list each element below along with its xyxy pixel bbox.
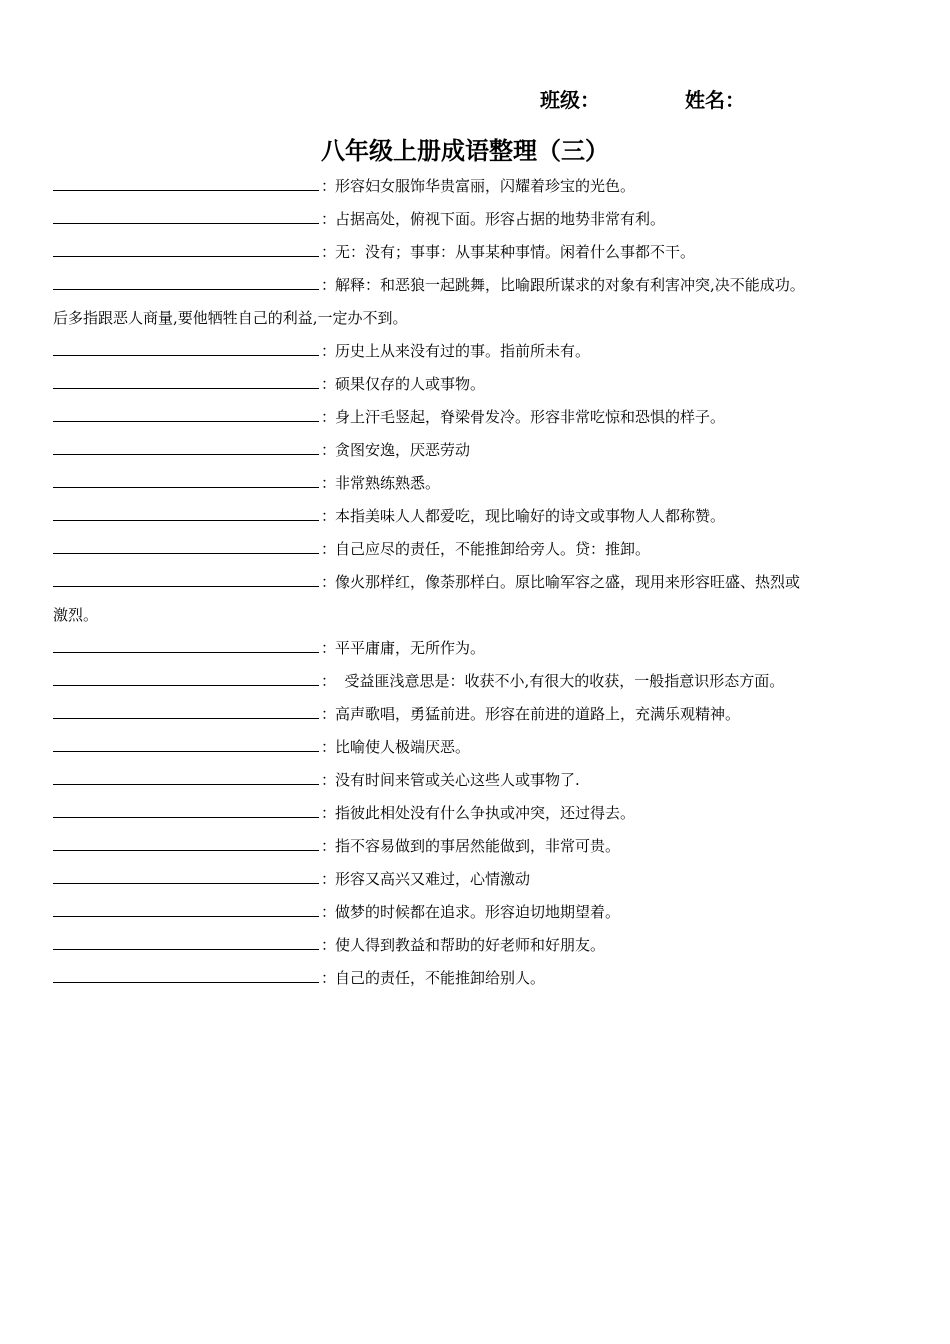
idiom-definition: 非常熟练熟悉。 xyxy=(335,474,441,492)
idiom-entry xyxy=(53,368,903,401)
idiom-definition: 占据高处，俯视下面。形容占据的地势非常有利。 xyxy=(335,210,666,228)
idiom-entry xyxy=(53,896,903,929)
entry-colon: ： xyxy=(321,177,337,195)
idiom-entry xyxy=(53,797,903,830)
idiom-definition: 自己应尽的责任，不能推卸给旁人。贷：推卸。 xyxy=(335,540,651,558)
page-title: 八年级上册成语整理（三） xyxy=(321,137,609,165)
entry-colon: ： xyxy=(321,870,337,888)
idiom-definition: 受益匪浅意思是：收获不小,有很大的收获，一般指意识形态方面。 xyxy=(335,672,785,690)
idiom-definition: 比喻使人极端厌恶。 xyxy=(335,738,471,756)
entry-colon: ： xyxy=(321,210,337,228)
answer-blank-line[interactable] xyxy=(53,981,319,983)
idiom-entry xyxy=(53,566,903,599)
entry-colon: ： xyxy=(321,243,337,261)
idiom-definition: 本指美味人人都爱吃，现比喻好的诗文或事物人人都称赞。 xyxy=(335,507,726,525)
idiom-entry xyxy=(53,170,903,203)
entry-colon: ： xyxy=(321,705,337,723)
idiom-entry xyxy=(53,236,903,269)
idiom-definition: 形容妇女服饰华贵富丽，闪耀着珍宝的光色。 xyxy=(335,177,636,195)
entry-colon: ： xyxy=(321,474,337,492)
idiom-entry xyxy=(53,698,903,731)
idiom-definition-continuation: 激烈。 xyxy=(53,606,99,624)
answer-blank-line[interactable] xyxy=(53,387,319,389)
idiom-definition: 做梦的时候都在追求。形容迫切地期望着。 xyxy=(335,903,621,921)
idiom-definition: 像火那样红，像荼那样白。原比喻军容之盛，现用来形容旺盛、热烈或 xyxy=(335,573,801,591)
answer-blank-line[interactable] xyxy=(53,684,319,686)
entry-colon: ： xyxy=(321,342,337,360)
entry-colon: ： xyxy=(321,540,337,558)
idiom-entry xyxy=(53,500,903,533)
answer-blank-line[interactable] xyxy=(53,651,319,653)
name-label: 姓名： xyxy=(685,88,745,112)
entry-colon: ： xyxy=(321,507,337,525)
entry-colon: ： xyxy=(321,573,337,591)
idiom-definition: 指不容易做到的事居然能做到，非常可贵。 xyxy=(335,837,621,855)
entry-colon: ： xyxy=(321,408,337,426)
idiom-entry xyxy=(53,533,903,566)
idiom-definition: 身上汗毛竖起，脊梁骨发冷。形容非常吃惊和恐惧的样子。 xyxy=(335,408,726,426)
idiom-entry xyxy=(53,764,903,797)
idiom-list xyxy=(53,170,903,995)
idiom-definition: 贪图安逸，厌恶劳动 xyxy=(335,441,471,459)
idiom-entry xyxy=(53,929,903,962)
entry-colon: ： xyxy=(321,837,337,855)
idiom-entry xyxy=(53,863,903,896)
class-label: 班级： xyxy=(540,88,600,112)
idiom-definition: 自己的责任，不能推卸给别人。 xyxy=(335,969,546,987)
student-info-header xyxy=(540,84,745,113)
answer-blank-line[interactable] xyxy=(53,585,319,587)
answer-blank-line[interactable] xyxy=(53,750,319,752)
entry-colon: ： xyxy=(321,804,337,822)
entry-colon: ： xyxy=(321,738,337,756)
idiom-entry xyxy=(53,665,903,698)
answer-blank-line[interactable] xyxy=(53,849,319,851)
entry-colon: ： xyxy=(321,672,337,690)
answer-blank-line[interactable] xyxy=(53,189,319,191)
idiom-definition: 形容又高兴又难过，心情激动 xyxy=(335,870,531,888)
idiom-definition: 指彼此相处没有什么争执或冲突，还过得去。 xyxy=(335,804,636,822)
idiom-entry xyxy=(53,401,903,434)
idiom-entry xyxy=(53,335,903,368)
entry-colon: ： xyxy=(321,936,337,954)
idiom-entry xyxy=(53,203,903,236)
idiom-entry xyxy=(53,731,903,764)
idiom-definition: 无：没有；事事：从事某种事情。闲着什么事都不干。 xyxy=(335,243,696,261)
entry-colon: ： xyxy=(321,375,337,393)
idiom-definition: 平平庸庸，无所作为。 xyxy=(335,639,486,657)
entry-colon: ： xyxy=(321,969,337,987)
answer-blank-line[interactable] xyxy=(53,354,319,356)
answer-blank-line[interactable] xyxy=(53,222,319,224)
idiom-entry xyxy=(53,632,903,665)
answer-blank-line[interactable] xyxy=(53,486,319,488)
answer-blank-line[interactable] xyxy=(53,453,319,455)
answer-blank-line[interactable] xyxy=(53,948,319,950)
entry-colon: ： xyxy=(321,639,337,657)
idiom-definition-continuation: 后多指跟恶人商量,要他牺牲自己的利益,一定办不到。 xyxy=(53,309,408,327)
idiom-entry xyxy=(53,467,903,500)
idiom-entry xyxy=(53,434,903,467)
answer-blank-line[interactable] xyxy=(53,519,319,521)
idiom-entry xyxy=(53,269,903,302)
idiom-definition: 高声歌唱，勇猛前进。形容在前进的道路上，充满乐观精神。 xyxy=(335,705,741,723)
entry-colon: ： xyxy=(321,276,337,294)
answer-blank-line[interactable] xyxy=(53,915,319,917)
answer-blank-line[interactable] xyxy=(53,255,319,257)
idiom-definition: 历史上从来没有过的事。指前所未有。 xyxy=(335,342,591,360)
idiom-entry xyxy=(53,962,903,995)
answer-blank-line[interactable] xyxy=(53,420,319,422)
answer-blank-line[interactable] xyxy=(53,717,319,719)
answer-blank-line[interactable] xyxy=(53,816,319,818)
idiom-entry xyxy=(53,830,903,863)
answer-blank-line[interactable] xyxy=(53,552,319,554)
answer-blank-line[interactable] xyxy=(53,783,319,785)
answer-blank-line[interactable] xyxy=(53,288,319,290)
idiom-definition: 使人得到教益和帮助的好老师和好朋友。 xyxy=(335,936,606,954)
idiom-definition: 解释：和恶狼一起跳舞，比喻跟所谋求的对象有利害冲突,决不能成功。 xyxy=(335,276,805,294)
entry-colon: ： xyxy=(321,903,337,921)
idiom-definition: 硕果仅存的人或事物。 xyxy=(335,375,486,393)
entry-colon: ： xyxy=(321,771,337,789)
answer-blank-line[interactable] xyxy=(53,882,319,884)
entry-colon: ： xyxy=(321,441,337,459)
idiom-definition: 没有时间来管或关心这些人或事物了. xyxy=(335,771,580,789)
